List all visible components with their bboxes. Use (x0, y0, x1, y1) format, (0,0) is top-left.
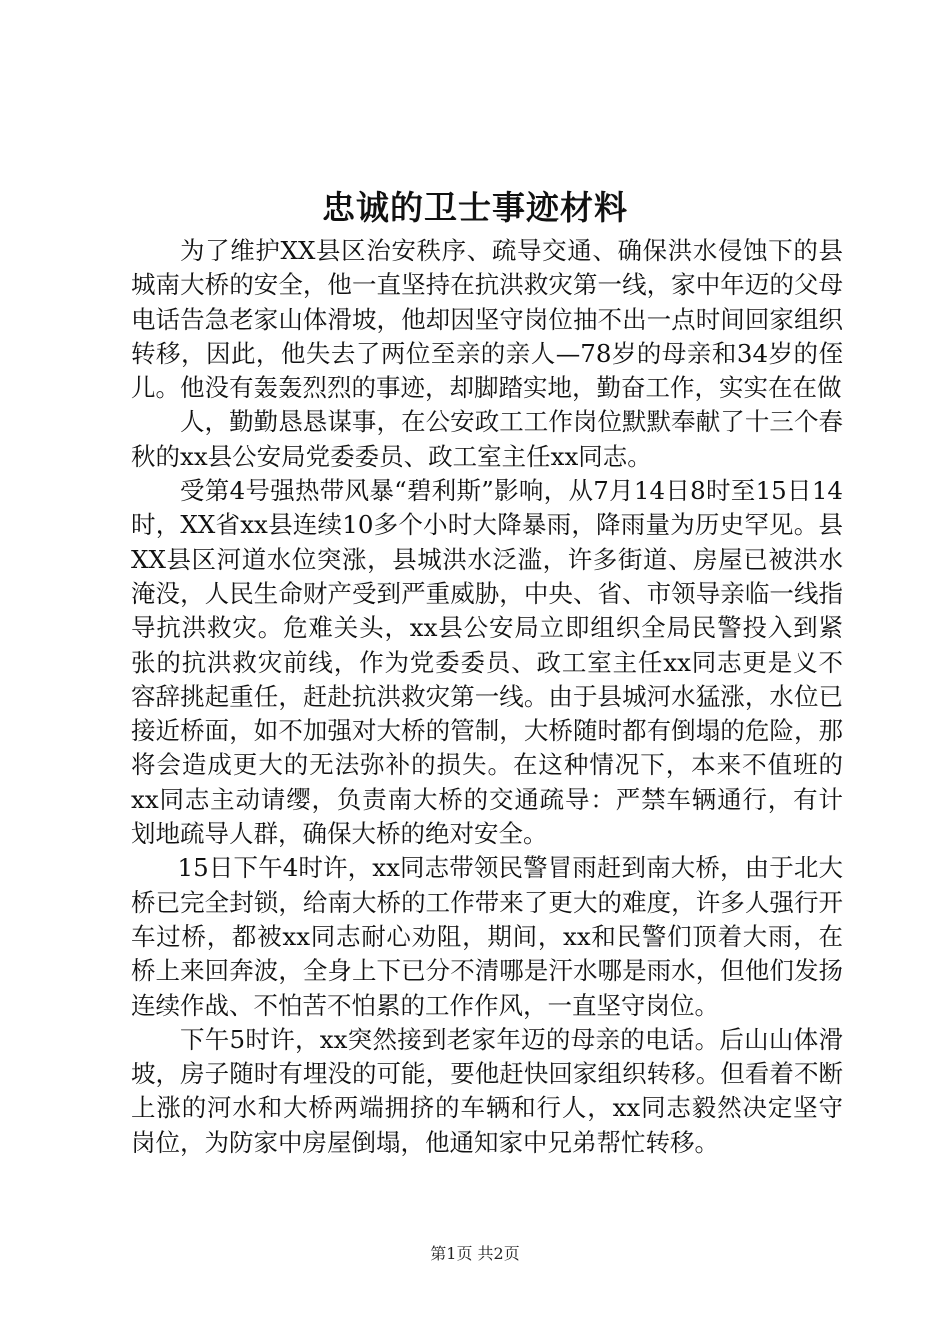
paragraph-1: 为了维护XX县区治安秩序、疏导交通、确保洪水侵蚀下的县城南大桥的安全，他一直坚持在抗洪救灾第一线，家中年迈的父母电话告急老家山体滑坡，他却因坚守岗位抽不出一点时间回家组织转移，因此，他失去了两位至亲的亲人—78岁的母亲和34岁的侄儿。他没有轰轰烈烈的事迹，却脚踏实地，勤奋工作，实实在在做 (131, 236, 843, 403)
paragraph-3: 受第4号强热带风暴“碧利斯”影响，从7月14日8时至15日14时，XX省xx县连续10多个小时大降暴雨，降雨量为历史罕见。县XX县区河道水位突涨，县城洪水泛滥，许多街道、房屋已被洪水淹没，人民生命财产受到严重威胁，中央、省、市领导亲临一线指导抗洪救灾。危难关头，xx县公安局立即组织全局民警投入到紧张的抗洪救灾前线，作为党委委员、政工室主任xx同志更是义不容辞挑起重任，赶赴抗洪救灾第一线。由于县城河水猛涨，水位已接近桥面，如不加强对大桥的管制，大桥随时都有倒塌的危险，那将会造成更大的无法弥补的损失。在这种情况下，本来不值班的xx同志主动请缨，负责南大桥的交通疏导：严禁车辆通行，有计划地疏导人群，确保大桥的绝对安全。 (131, 476, 843, 849)
paragraph-4: 15日下午4时许，xx同志带领民警冒雨赶到南大桥，由于北大桥已完全封锁，给南大桥的工作带来了更大的难度，许多人强行开车过桥，都被xx同志耐心劝阻，期间，xx和民警们顶着大雨，在桥上来回奔波，全身上下已分不清哪是汗水哪是雨水，但他们发扬连续作战、不怕苦不怕累的工作作风，一直坚守岗位。 (131, 853, 843, 1020)
paragraph-2: 人，勤勤恳恳谋事，在公安政工工作岗位默默奉献了十三个春秋的xx县公安局党委委员、政工室主任xx同志。 (131, 407, 843, 471)
document-title: 忠诚的卫士事迹材料 (322, 188, 628, 227)
page-number-footer: 第1页 共2页 (430, 1244, 520, 1263)
paragraph-5: 下午5时许，xx突然接到老家年迈的母亲的电话。后山山体滑坡，房子随时有埋没的可能，要他赶快回家组织转移。但看着不断上涨的河水和大桥两端拥挤的车辆和行人，xx同志毅然决定坚守岗位，为防家中房屋倒塌，他通知家中兄弟帮忙转移。 (131, 1024, 843, 1157)
document-body (131, 234, 843, 1160)
